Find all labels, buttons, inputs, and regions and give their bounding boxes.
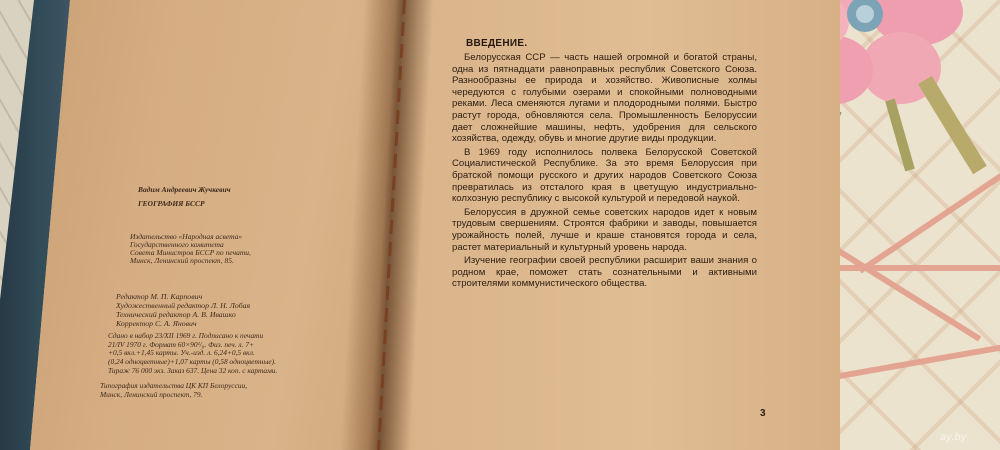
printer-line: Минск, Ленинский проспект, 79. bbox=[100, 389, 203, 399]
editor-line: Корректор С. А. Янович bbox=[116, 318, 197, 328]
publisher-line: Издательство «Народная асвета» bbox=[130, 232, 243, 241]
print-line: 21/IV 1970 г. Формат 60×90¹/₈. Физ. печ. л. 7+ bbox=[108, 339, 255, 349]
book-title: ГЕОГРАФИЯ БССР bbox=[138, 199, 205, 208]
watermark: ay.by bbox=[940, 432, 967, 443]
publisher-line: Минск, Ленинский проспект, 85. bbox=[130, 255, 234, 265]
editors-block bbox=[116, 293, 250, 329]
publisher-line: Государственного комитета bbox=[130, 239, 224, 249]
paragraph: В 1969 году исполнилось полвека Белорусской Советской Социалистической Республике. За это время Белоруссия при братской помощи русского и других народов Советского Союза превратилась из отсталого края в цветущую индустриально-колхозную республику с высокой культурой и передовой наукой. bbox=[452, 146, 757, 205]
publisher-block bbox=[130, 233, 251, 265]
print-details-block bbox=[108, 332, 277, 376]
chapter-heading: ВВЕДЕНИЕ. bbox=[466, 38, 528, 49]
print-line: Тираж 76 000 экз. Заказ 637. Цена 32 коп. с картами. bbox=[108, 365, 278, 375]
print-line: Сдано в набор 23/XII 1969 г. Подписано к печати bbox=[108, 331, 264, 340]
print-line: (0,24 одноцветные)+1,07 карты (0,58 одноцветные). bbox=[108, 357, 276, 367]
paragraph: Изучение географии своей республики расширит ваши знания о родном крае, поможет стать сознательными и активными строителями коммунистического общества. bbox=[452, 255, 757, 290]
cloth-stripe bbox=[820, 265, 1000, 271]
paragraph: Белоруссия в дружной семье советских народов идет к новым трудовым свершениям. Строятся фабрики и заводы, повышается урожайность полей, лучше и краше становятся города и села, растет материальный и культурный уровень народа. bbox=[452, 206, 757, 253]
editor-line: Технический редактор А. В. Ивашко bbox=[116, 309, 236, 319]
printer-block bbox=[100, 382, 247, 400]
editor-line: Редактор М. П. Карпович bbox=[116, 292, 203, 301]
author-name: Вадим Андреевич Жучкевич bbox=[138, 185, 231, 194]
publisher-line: Совета Министров БССР по печати, bbox=[130, 247, 251, 257]
introduction-text bbox=[452, 52, 757, 290]
printer-line: Типография издательства ЦК КП Белоруссии, bbox=[100, 381, 248, 390]
editor-line: Художественный редактор Л. Н. Лобая bbox=[116, 300, 251, 310]
print-line: +0,5 вкл.+1,45 карты. Уч.-изд. л. 6,24+0,5 вкл. bbox=[108, 348, 255, 358]
page-number: 3 bbox=[760, 408, 766, 419]
paragraph: Белорусская ССР — часть нашей огромной и богатой страны, одна из пятнадцати равноправных республик Советского Союза. Разнообразны ее природа и хозяйство. Живописные холмы чередуются с голубыми озерами и спокойными полноводными реками. Леса сменяются лугами и плодородными полями. Быстро растут города, обновляются села. Промышленность Белоруссии дает сложнейшие машины, нефть, удобрения для сельского хозяйства, одежду, обувь и многие другие виды продукции. bbox=[452, 52, 757, 145]
